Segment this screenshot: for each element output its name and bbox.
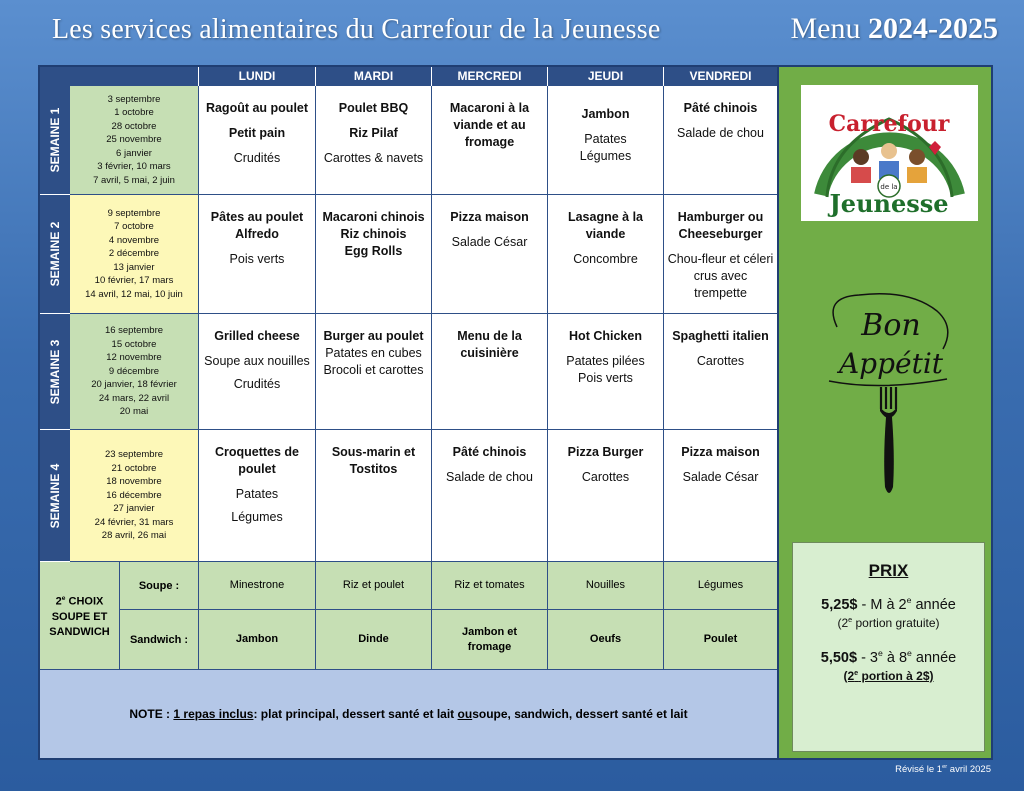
meal-cell: Macaroni à la viande et au fromage <box>432 86 548 195</box>
meal-cell: Jambon Patates Légumes <box>548 86 664 195</box>
day-header-jeudi: JEUDI <box>548 67 664 86</box>
meal-cell: Hamburger ou Cheeseburger Chou-fleur et céleri crus avec trempette <box>664 195 777 314</box>
side-panel <box>779 65 993 760</box>
sandwich-cell: Oeufs <box>548 610 664 670</box>
fork-icon <box>880 387 897 493</box>
bon-text: Bon <box>861 308 921 343</box>
logo-text-jeunesse: Jeunesse <box>829 189 949 218</box>
bon-appetit-graphic <box>819 287 959 507</box>
price-note-2: (2e portion à 2$) <box>843 667 934 683</box>
menu-year-title <box>791 12 999 46</box>
sandwich-cell: Jambon <box>199 610 316 670</box>
sandwich-cell: Jambon et fromage <box>432 610 548 670</box>
meal-cell: Menu de la cuisinière <box>432 314 548 430</box>
meal-cell: Ragoût au poulet Petit pain Crudités <box>199 86 316 195</box>
appetit-text: Appétit <box>838 347 944 380</box>
price-line-2: 5,50$ - 3e à 8e année <box>820 647 957 666</box>
soupe-cell: Nouilles <box>548 562 664 610</box>
day-header-lundi: LUNDI <box>199 67 316 86</box>
soupe-cell: Riz et tomates <box>432 562 548 610</box>
meal-cell: Pâté chinois Salade de chou <box>664 86 777 195</box>
soupe-cell: Légumes <box>664 562 777 610</box>
week-dates: 23 septembre 21 octobre 18 novembre 16 décembre 27 janvier 24 février, 31 mars 28 avril, 26 mai <box>70 430 199 562</box>
price-note-1: (2e portion gratuite) <box>837 614 940 630</box>
revision-date: Révisé le 1er avril 2025 <box>895 764 991 776</box>
price-line-1: 5,25$ - M à 2e année <box>821 595 956 613</box>
week-dates: 9 septembre 7 octobre 4 novembre 2 décembre 13 janvier 10 février, 17 mars 14 avril, 12 mai, 10 juin <box>70 195 199 314</box>
menu-year: 2024-2025 <box>868 12 998 45</box>
corner-header <box>40 67 199 86</box>
meal-cell: Spaghetti italien Carottes <box>664 314 777 430</box>
day-header-mardi: MARDI <box>316 67 432 86</box>
meal-cell: Pâtes au poulet Alfredo Pois verts <box>199 195 316 314</box>
sandwich-label: Sandwich : <box>120 610 199 670</box>
meal-cell: Pizza maison Salade César <box>432 195 548 314</box>
day-header-mercredi: MERCREDI <box>432 67 548 86</box>
meal-cell: Pizza Burger Carottes <box>548 430 664 562</box>
logo-text-dela: de la <box>880 183 898 191</box>
carrefour-logo <box>801 85 978 221</box>
week-dates: 3 septembre 1 octobre 28 octobre 25 novembre 6 janvier 3 février, 10 mars 7 avril, 5 mai, 2 juin <box>70 86 199 195</box>
second-choice-label: 2e CHOIX SOUPE ET SANDWICH <box>40 562 120 670</box>
meal-cell: Poulet BBQ Riz Pilaf Carottes & navets <box>316 86 432 195</box>
meal-cell: Burger au poulet Patates en cubes Brocoli et carottes <box>316 314 432 430</box>
meal-cell: Croquettes de poulet Patates Légumes <box>199 430 316 562</box>
page-title: Les services alimentaires du Carrefour de la Jeunesse <box>52 14 661 45</box>
week-label: SEMAINE 2 <box>40 195 70 314</box>
note-banner: NOTE : 1 repas inclus : plat principal, dessert santé et lait ou soupe, sandwich, dessert santé et lait <box>40 670 777 758</box>
meal-cell: Macaroni chinois Riz chinois Egg Rolls <box>316 195 432 314</box>
soupe-cell: Minestrone <box>199 562 316 610</box>
soupe-label: Soupe : <box>120 562 199 610</box>
price-box <box>792 542 985 752</box>
soupe-cell: Riz et poulet <box>316 562 432 610</box>
price-title: PRIX <box>868 561 909 580</box>
menu-word: Menu <box>790 12 861 45</box>
meal-cell: Lasagne à la viande Concombre <box>548 195 664 314</box>
week-label: SEMAINE 1 <box>40 86 70 195</box>
sandwich-cell: Dinde <box>316 610 432 670</box>
week-label: SEMAINE 4 <box>40 430 70 562</box>
meal-cell: Grilled cheese Soupe aux nouilles Crudités <box>199 314 316 430</box>
week-dates: 16 septembre 15 octobre 12 novembre 9 décembre 20 janvier, 18 février 24 mars, 22 avril 20 mai <box>70 314 199 430</box>
logo-text-carrefour: Carrefour <box>828 111 950 137</box>
day-header-vendredi: VENDREDI <box>664 67 777 86</box>
week-label: SEMAINE 3 <box>40 314 70 430</box>
meal-cell: Pâté chinois Salade de chou <box>432 430 548 562</box>
menu-board <box>38 65 779 760</box>
sandwich-cell: Poulet <box>664 610 777 670</box>
meal-cell: Hot Chicken Patates pilées Pois verts <box>548 314 664 430</box>
meal-cell: Sous-marin et Tostitos <box>316 430 432 562</box>
meal-cell: Pizza maison Salade César <box>664 430 777 562</box>
